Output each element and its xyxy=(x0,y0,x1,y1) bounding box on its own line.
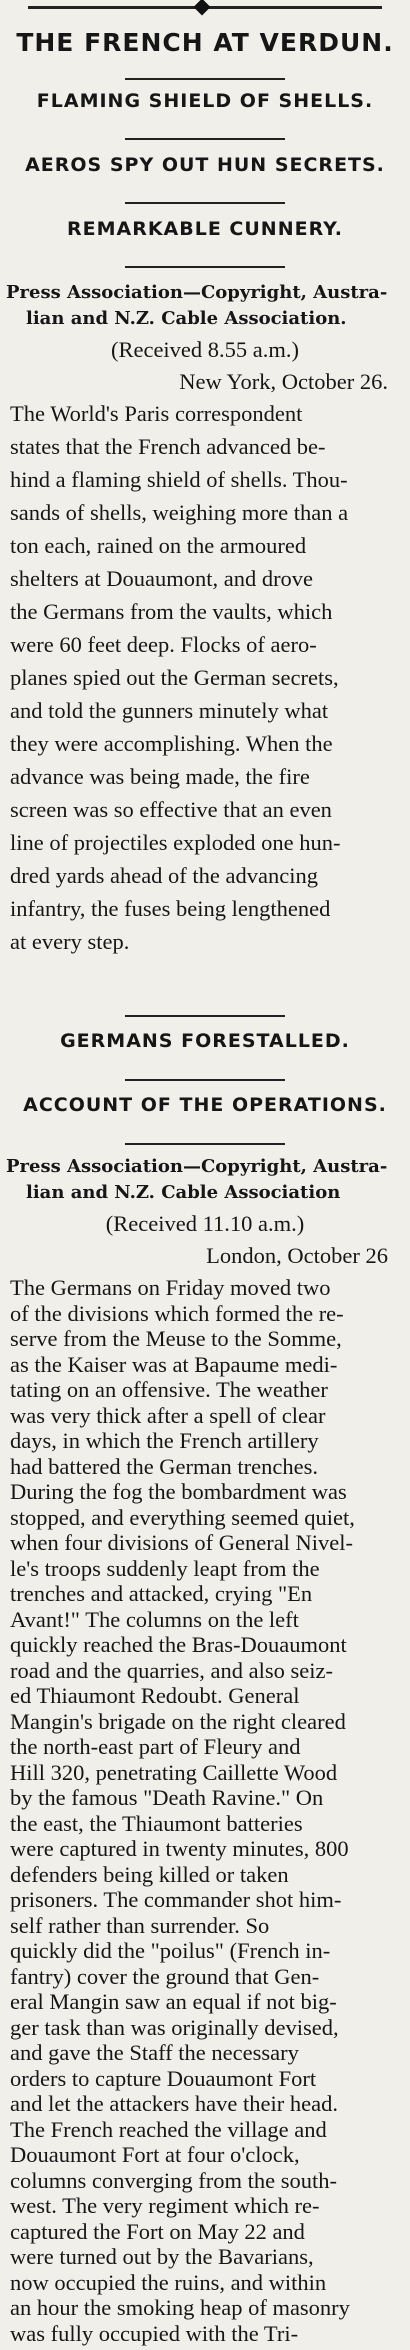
article-line: orders to capture Douaumont Fort xyxy=(10,2065,317,2091)
article-line: and let the attackers have their head. xyxy=(10,2091,338,2116)
article-line: the Germans from the vaults, which xyxy=(10,599,333,624)
article-line: defenders being killed or taken xyxy=(10,1861,289,1887)
article-line: serve from the Meuse to the Somme, xyxy=(10,1326,342,1351)
article-line: The French reached the village and xyxy=(10,2116,327,2142)
top-ornament-rule xyxy=(28,6,382,9)
divider-rule xyxy=(125,1015,285,1017)
article-line: eral Mangin saw an equal if not big- xyxy=(10,1989,337,2014)
article-line: Mangin's brigade on the right cleared xyxy=(10,1708,346,1734)
article-line: Hill 320, penetrating Caillette Wood xyxy=(10,1759,338,1785)
article-line: had battered the German trenches. xyxy=(10,1453,318,1479)
ornament-diamond xyxy=(194,0,211,15)
article-line: fantry) cover the ground that Gen- xyxy=(10,1963,320,1989)
article-line: by the famous "Death Ravine." On xyxy=(10,1785,324,1810)
divider-rule xyxy=(125,1079,285,1081)
deck-flaming-shield: FLAMING SHIELD OF SHELLS. xyxy=(36,90,374,112)
article-line: when four divisions of General Nivel- xyxy=(10,1530,354,1555)
article-line: the north-east part of Fleury and xyxy=(10,1734,301,1759)
divider-rule xyxy=(125,202,285,204)
received-time: (Received 8.55 a.m.) xyxy=(110,337,300,362)
article-line: The World's Paris correspondent xyxy=(10,401,303,426)
press-credit-line-1: Press Association—Copyright, Austra- xyxy=(6,282,388,303)
article-line: stopped, and everything seemed quiet, xyxy=(10,1504,355,1530)
article-line: shelters at Douaumont, and drove xyxy=(10,566,314,591)
article-line: Douaumont Fort at four o'clock, xyxy=(10,2142,300,2167)
article-line: now occupied the ruins, and within xyxy=(10,2269,327,2295)
deck-account-operations: ACCOUNT OF THE OPERATIONS. xyxy=(23,1094,387,1116)
article-line: trenches and attacked, crying "En xyxy=(10,1581,313,1606)
article-line: hind a flaming shield of shells. Thou- xyxy=(10,467,348,492)
article-line: infantry, the fuses being lengthened xyxy=(10,896,331,921)
divider-rule xyxy=(125,138,285,140)
article-line: were captured in twenty minutes, 800 xyxy=(10,1836,349,1861)
article-line: ed Thiaumont Redoubt. General xyxy=(10,1683,300,1708)
article-line: le's troops suddenly leapt from the xyxy=(10,1555,320,1581)
article-line: During the fog the bombardment was xyxy=(10,1479,347,1504)
article-line: and told the gunners minutely what xyxy=(10,698,329,723)
article-line: as the Kaiser was at Bapaume medi- xyxy=(10,1351,338,1377)
article-line: was fully occupied with the Tri- xyxy=(10,2320,299,2346)
dateline: New York, October 26. xyxy=(179,369,388,394)
article-line: an hour the smoking heap of masonry xyxy=(10,2295,350,2320)
article-line: line of projectiles exploded one hun- xyxy=(10,830,341,855)
article-line: west. The very regiment which re- xyxy=(10,2193,320,2218)
article-line: columns converging from the south- xyxy=(10,2167,338,2193)
article-line: dred yards ahead of the advancing xyxy=(10,863,318,888)
article-line: was very thick after a spell of clear xyxy=(10,1402,326,1428)
article-line: sands of shells, weighing more than a xyxy=(10,500,349,525)
article-line: advance was being made, the fire xyxy=(10,764,310,789)
article-line: at every step. xyxy=(10,929,130,954)
press-credit-line-2: lian and N.Z. Cable Association. xyxy=(26,308,347,329)
headline-main: THE FRENCH AT VERDUN. xyxy=(16,28,394,57)
dateline: London, October 26 xyxy=(206,1243,388,1268)
article-line: Avant!" The columns on the left xyxy=(10,1606,299,1632)
divider-rule xyxy=(125,1143,285,1145)
article-line: were turned out by the Bavarians, xyxy=(10,2244,314,2269)
press-credit-line-1: Press Association—Copyright, Austra- xyxy=(6,1156,388,1177)
article-line: self rather than surrender. So xyxy=(10,1912,270,1938)
article-line: ger task than was originally devised, xyxy=(10,2014,339,2040)
article-line: road and the quarries, and also seiz- xyxy=(10,1657,333,1683)
article-line: captured the Fort on May 22 and xyxy=(10,2218,305,2244)
divider-rule xyxy=(125,266,285,268)
divider-rule xyxy=(125,78,285,80)
article-line: The Germans on Friday moved two xyxy=(10,1275,331,1300)
article-line: prisoners. The commander shot him- xyxy=(10,1887,342,1912)
article-line: ton each, rained on the armoured xyxy=(10,533,307,558)
article-line: planes spied out the German secrets, xyxy=(10,665,339,690)
article-line: and gave the Staff the necessary xyxy=(10,2040,299,2065)
received-time: (Received 11.10 a.m.) xyxy=(105,1211,305,1236)
article-line: quickly reached the Bras-Douaumont xyxy=(10,1632,347,1657)
article-line: of the divisions which formed the re- xyxy=(10,1300,344,1326)
article-line: states that the French advanced be- xyxy=(10,434,326,459)
deck-aeros-spy: AEROS SPY OUT HUN SECRETS. xyxy=(25,154,385,176)
article-line: screen was so effective that an even xyxy=(10,797,332,822)
deck-germans-forestalled: GERMANS FORESTALLED. xyxy=(60,1030,350,1052)
article-line: quickly did the "poilus" (French in- xyxy=(10,1938,331,1963)
article-line: days, in which the French artillery xyxy=(10,1428,319,1453)
article-line: they were accomplishing. When the xyxy=(10,731,333,756)
article-line: tating on an offensive. The weather xyxy=(10,1377,328,1402)
press-credit-line-2: lian and N.Z. Cable Association xyxy=(26,1182,341,1203)
article-line: were 60 feet deep. Flocks of aero- xyxy=(10,632,317,657)
deck-remarkable-gunnery: REMARKABLE CUNNERY. xyxy=(66,218,344,240)
article-line: the east, the Thiaumont batteries xyxy=(10,1810,303,1836)
